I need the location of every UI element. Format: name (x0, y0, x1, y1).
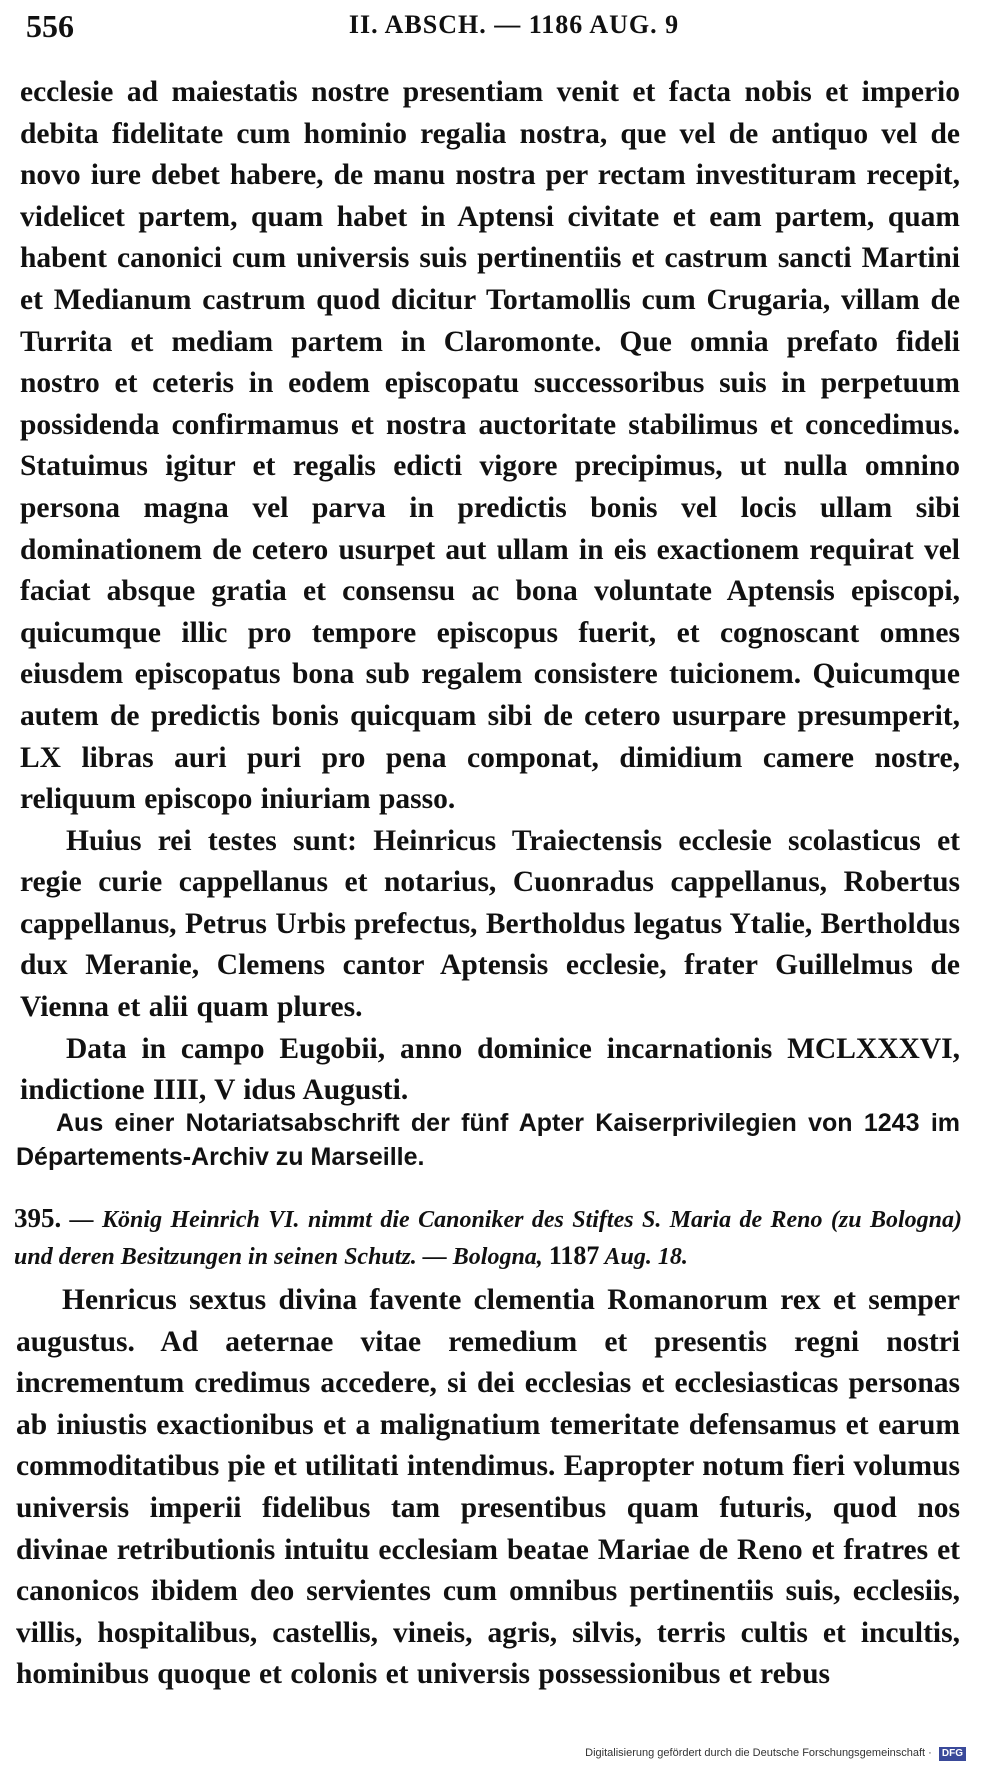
source-note-text: Aus einer Notariatsabschrift der fünf Apter Kaiserprivilegien von 1243 im Départements-Archiv zu Marseille. (16, 1109, 960, 1171)
dfg-logo: DFG (939, 1747, 966, 1761)
document-2-text (16, 1280, 960, 1696)
running-head: II. ABSCH. — 1186 AUG. 9 (348, 10, 680, 39)
regest-date: Aug. 18. (604, 1244, 688, 1270)
regest-395 (14, 1200, 962, 1275)
regest-year: 1187 (548, 1241, 600, 1270)
document-2-paragraph-1: Henricus sextus divina favente clementia Romanorum rex et semper augustus. Ad aeternae vitae remedium et presentis regni nostri incrementum credimus accedere, si dei ecclesias et ecclesiasticas personas ab iniustis exactionibus et a malignatium temeritate defensamus et earum commoditatibus pie et utilitati intendimus. Eapropter notum fieri volumus universis imperii fidelibus tam presentibus quam futuris, quod nos divinae retributionis intuitu ecclesiam beatae Mariae de Reno et fratres et canonicos ibidem deo servientes cum omnibus pertinentiis suis, ecclesiis, villis, hospitalibus, castellis, vineis, agris, silvis, terris cultis et incultis, hominibus quoque et colonis et universis possessionibus et rebus (16, 1284, 960, 1691)
document-1-paragraph-1: ecclesie ad maiestatis nostre presentiam venit et facta nobis et imperio debita fidelitate cum hominio regalia nostra, que vel de antiquo vel de novo iure debet habere, de manu nostra per rectam investituram recepit, videlicet partem, quam habet in Aptensi civitate et eam partem, quam habent canonici cum universis suis pertinentiis et castrum sancti Martini et Medianum castrum quod dicitur Tortamollis cum Crugaria, villam de Turrita et mediam partem in Claromonte. Que omnia prefato fideli nostro et ceteris in eodem episcopatu successoribus suis in perpetuum possidenda confirmamus et nostra auctoritate stabilimus et concedimus. Statuimus igitur et regalis edicti vigore precipimus, ut nulla omnino persona magna vel parva in predictis bonis vel locis ullam sibi dominationem de cetero usurpet aut ullam in eis exactionem requirat vel faciat absque gratia et consensu ac bona voluntate Aptensis episcopi, quicumque illic pro tempore episcopus fuerit, et cognoscant omnes eiusdem episcopatus bona sub regalem consistere tuicionem. Quicumque autem de predictis bonis quicquam sibi de cetero usurpare presumperit, LX libras auri puri pro pena componat, dimidium camere nostre, reliquum episcopo iniuriam passo. (20, 76, 960, 816)
document-1-dating: Data in campo Eugobii, anno dominice incarnationis MCLXXXVI, indictione IIII, V idus Augusti. (20, 1032, 960, 1107)
page-header (24, 6, 964, 46)
page-number: 556 (26, 8, 74, 44)
digitization-footer (585, 1747, 966, 1761)
source-note (16, 1106, 960, 1174)
document-1-text (20, 72, 960, 1112)
document-number: 395. (14, 1203, 62, 1233)
footer-text: Digitalisierung gefördert durch die Deutsche Forschungsgemeinschaft · (585, 1747, 932, 1759)
document-1-witnesses: Huius rei testes sunt: Heinricus Traiectensis ecclesie scolasticus et regie curie cappellanus et notarius, Cuonradus cappellanus, Robertus cappellanus, Petrus Urbis prefectus, Bertholdus legatus Ytalie, Bertholdus dux Meranie, Clemens cantor Aptensis ecclesie, frater Guillelmus de Vienna et alii quam plures. (20, 824, 960, 1024)
regest-text: — König Heinrich VI. nimmt die Canoniker des Stiftes S. Maria de Reno (zu Bologna) und deren Besitzungen in seinen Schutz. — Bologna, (14, 1207, 963, 1270)
